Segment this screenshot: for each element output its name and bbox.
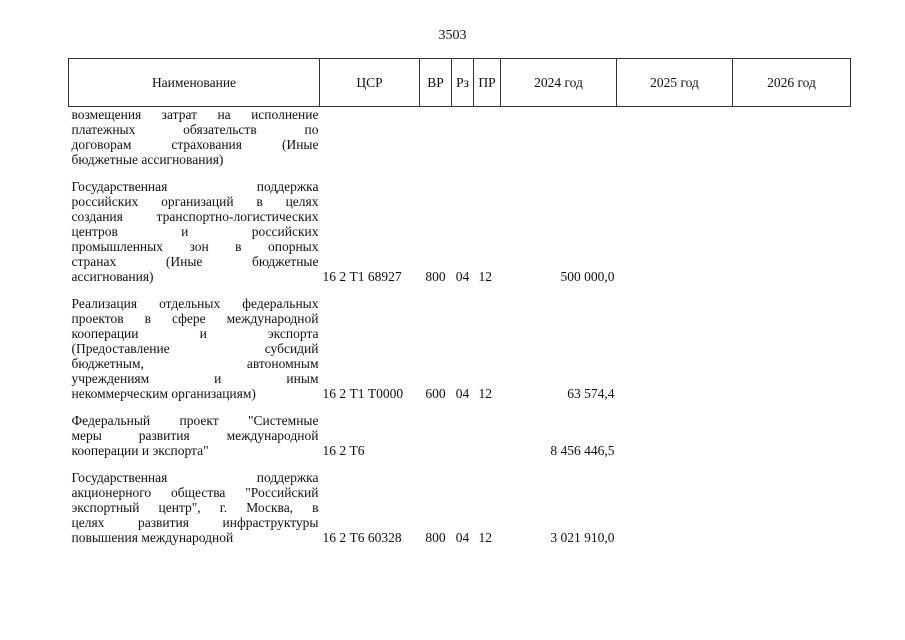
row-name-line: (Предоставление субсидий (71, 341, 319, 356)
row-vr: 600 (425, 386, 446, 401)
row-vr (420, 107, 452, 168)
row-name-line: кооперации и экспорта (71, 326, 319, 341)
page-number: 3503 (438, 28, 467, 43)
row-name-line: Реализация отдельных федеральных (71, 296, 319, 311)
row-vr: 800 (425, 530, 446, 545)
table-row (69, 107, 851, 168)
row-name-line: ассигнования) (71, 269, 154, 284)
row-csr: 16 2 Т6 60328 (322, 530, 402, 545)
row-rz: 04 (455, 269, 470, 284)
row-y2024 (501, 107, 617, 168)
header-csr: ЦСР (320, 59, 420, 107)
header-rz: Рз (452, 59, 474, 107)
row-name-line: договорам страхования (Иные (71, 137, 319, 152)
row-spacer (69, 401, 851, 413)
row-pr: 12 (478, 269, 492, 284)
row-y2026 (733, 470, 851, 545)
row-y2025 (617, 470, 733, 545)
row-csr: 16 2 Т6 (322, 443, 365, 458)
row-rz: 04 (455, 386, 470, 401)
budget-table (68, 58, 851, 545)
row-spacer (69, 284, 851, 296)
row-name (69, 413, 320, 458)
row-name (69, 107, 320, 168)
header-name: Наименование (69, 59, 320, 107)
row-name-line: акционерного общества "Российский (71, 485, 319, 500)
row-name-line: российских организаций в целях (71, 194, 319, 209)
row-y2026 (733, 296, 851, 401)
row-name-line: Федеральный проект "Системные (71, 413, 319, 428)
row-pr (474, 107, 501, 168)
table-row (69, 413, 851, 458)
row-pr (474, 413, 501, 458)
row-name-line: платежных обязательств по (71, 122, 319, 137)
row-y2026 (733, 413, 851, 458)
row-name-line: учреждениям и иным (71, 371, 319, 386)
row-name-line: бюджетные ассигнования) (71, 152, 224, 167)
row-rz (452, 413, 474, 458)
row-csr: 16 2 Т1 68927 (322, 269, 402, 284)
row-y2025 (617, 107, 733, 168)
row-y2025 (617, 296, 733, 401)
row-csr (320, 107, 420, 168)
row-name-line: центров и российских (71, 224, 319, 239)
row-name-line: Государственная поддержка (71, 470, 319, 485)
table-row (69, 296, 851, 401)
row-name-line: проектов в сфере международной (71, 311, 319, 326)
row-rz: 04 (455, 530, 470, 545)
row-rz (452, 107, 474, 168)
row-pr: 12 (478, 530, 492, 545)
row-name-line: Государственная поддержка (71, 179, 319, 194)
row-name-line: бюджетным, автономным (71, 356, 319, 371)
row-name (69, 470, 320, 545)
row-vr: 800 (425, 269, 446, 284)
row-vr (420, 413, 452, 458)
row-name (69, 296, 320, 401)
row-name-line: промышленных зон в опорных (71, 239, 319, 254)
table-row (69, 470, 851, 545)
header-2026: 2026 год (733, 59, 851, 107)
row-name-line: странах (Иные бюджетные (71, 254, 319, 269)
row-y2024: 8 456 446,5 (550, 443, 615, 458)
row-name-line: возмещения затрат на исполнение (71, 107, 319, 122)
row-pr: 12 (478, 386, 492, 401)
row-name-line: кооперации и экспорта" (71, 443, 209, 458)
row-name-line: повышения международной (71, 530, 234, 545)
table-row (69, 179, 851, 284)
header-vr: ВР (420, 59, 452, 107)
table-body (69, 107, 851, 546)
header-pr: ПР (474, 59, 501, 107)
row-spacer (69, 167, 851, 179)
row-y2024: 63 574,4 (567, 386, 615, 401)
row-y2025 (617, 179, 733, 284)
row-name-line: некоммерческим организациям) (71, 386, 256, 401)
table-header-row (69, 59, 851, 107)
row-name-line: создания транспортно-логистических (71, 209, 319, 224)
row-y2026 (733, 179, 851, 284)
row-csr: 16 2 Т1 Т0000 (322, 386, 404, 401)
header-2025: 2025 год (617, 59, 733, 107)
row-name-line: целях развития инфраструктуры (71, 515, 319, 530)
header-2024: 2024 год (501, 59, 617, 107)
row-y2026 (733, 107, 851, 168)
row-y2024: 500 000,0 (560, 269, 615, 284)
row-y2024: 3 021 910,0 (550, 530, 615, 545)
row-name-line: экспортный центр", г. Москва, в (71, 500, 319, 515)
row-spacer (69, 458, 851, 470)
row-name-line: меры развития международной (71, 428, 319, 443)
row-name (69, 179, 320, 284)
row-y2025 (617, 413, 733, 458)
